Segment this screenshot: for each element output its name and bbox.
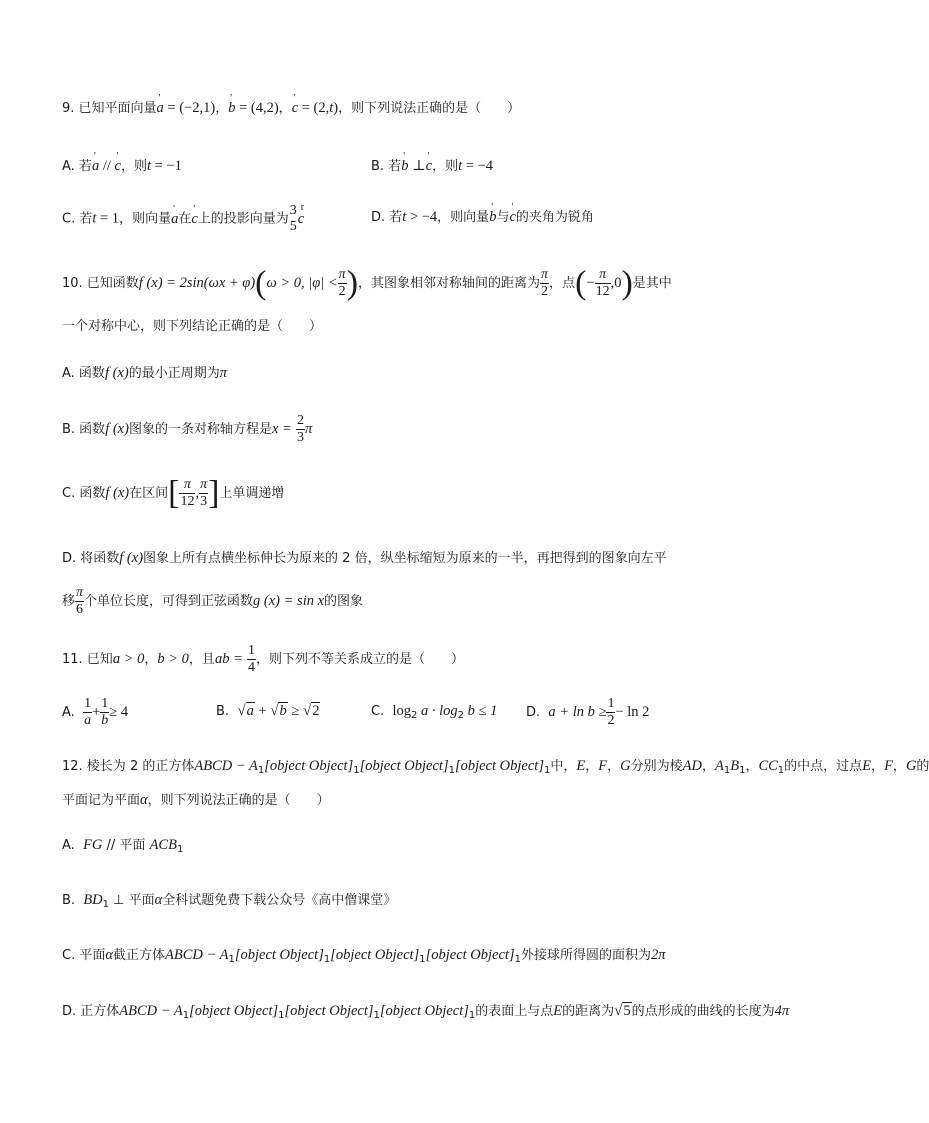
q12-option-b: B. $BD_1$ ⊥ 平面α全科试题免费下载公众号《高中僧课堂》 bbox=[62, 892, 397, 910]
q10-option-a: A. 函数f (x)的最小正周期为π bbox=[62, 365, 227, 381]
vector-c: ' c bbox=[292, 98, 298, 118]
q11-option-c: C. $\log_2 a \cdot \log_2 b \le 1$ bbox=[371, 703, 498, 721]
q12-option-d: D. 正方体ABCD − $A_1[object$ $Object]_1[object$ $Object]_1[object$ $Object]_1$的表面上与点E的距离为√5的点形成的曲线的长度为4π bbox=[62, 1003, 790, 1021]
q9-option-b: B. 若' b ⊥' c，则t = −4 bbox=[371, 156, 493, 177]
q10-option-c: C. 函数f (x)在区间[ $\frac{\pi}{12}$ , $\frac{\pi}{3}$ ]上单调递增 bbox=[62, 474, 285, 512]
watermark-text: 全科试题免费下载公众号《高中僧课堂》 bbox=[162, 893, 397, 908]
q12-stem-line1: 12. 棱长为 2 的正方体ABCD − $A_1[object$ $Object]_1[object$ $Object]_1[object$ $Object]_1$中，E，F，G分别为棱AD，$A_1B_1$，$CC_1$的中点，过点E，F，G的 bbox=[62, 758, 929, 776]
q11-option-a: A. $\frac{1}{a}$ + $\frac{1}{b}$ ≥ 4 bbox=[62, 696, 129, 728]
q11-option-d: D. a + ln b ≥ $\frac{1}{2}$ − ln 2 bbox=[526, 696, 650, 728]
q12-stem-line2: 平面记为平面α，则下列说法正确的是（ ） bbox=[62, 792, 330, 808]
q10-stem-line1: 10. 已知函数f (x) = 2sin(ωx + φ)(ω > 0, |φ| < $\frac{\pi}{2}$ )，其图象相邻对称轴间的距离为 $\frac{\pi}{2}$ ，点(− $\frac{\pi}{12}$ ,0)是其中 bbox=[62, 264, 672, 302]
q10-option-d-line1: D. 将函数f (x)图象上所有点横坐标伸长为原来的 2 倍，纵坐标缩短为原来的一半，再把得到的图象向左平 bbox=[62, 550, 667, 566]
q9-option-d: D. 若t > −4，则向量' b与' c的夹角为锐角 bbox=[371, 207, 594, 228]
q12-option-a: A. FG // 平面 $ACB_1$ bbox=[62, 837, 184, 855]
q10-stem-line2: 一个对称中心，则下列结论正确的是（ ） bbox=[62, 319, 323, 334]
q12-option-c: C. 平面α截正方体ABCD − $A_1[object$ $Object]_1[object$ $Object]_1[object$ $Object]_1$外接球所得圆的面积为2π bbox=[62, 947, 666, 965]
q9-option-a: A. 若' a // ' c，则t = −1 bbox=[62, 156, 182, 177]
q11-stem: 11. 已知a > 0，b > 0，且ab = $\frac{1}{4}$ ，则下列不等关系成立的是（ ） bbox=[62, 643, 465, 675]
vector-a: ' a bbox=[157, 98, 164, 118]
q10-option-d-line2: 移 $\frac{\pi}{6}$ 个单位长度，可得到正弦函数g (x) = sin x的图象 bbox=[62, 585, 364, 617]
fraction-3-5: 3 5 bbox=[289, 203, 297, 234]
q9-stem: 9. 已知平面向量' a = (−2,1)，' b = (4,2)，' c = (2,t)，则下列说法正确的是（ ） bbox=[62, 98, 520, 119]
q9-option-c: C. 若t = 1，则向量' a在' c上的投影向量为 3 5 r c bbox=[62, 203, 304, 235]
q10-option-b: B. 函数f (x)图象的一条对称轴方程是x = $\frac{2}{3}$ π bbox=[62, 413, 313, 445]
vector-b: ' b bbox=[228, 98, 235, 118]
q11-option-b: B. √a + √b ≥ √2 bbox=[216, 703, 320, 719]
